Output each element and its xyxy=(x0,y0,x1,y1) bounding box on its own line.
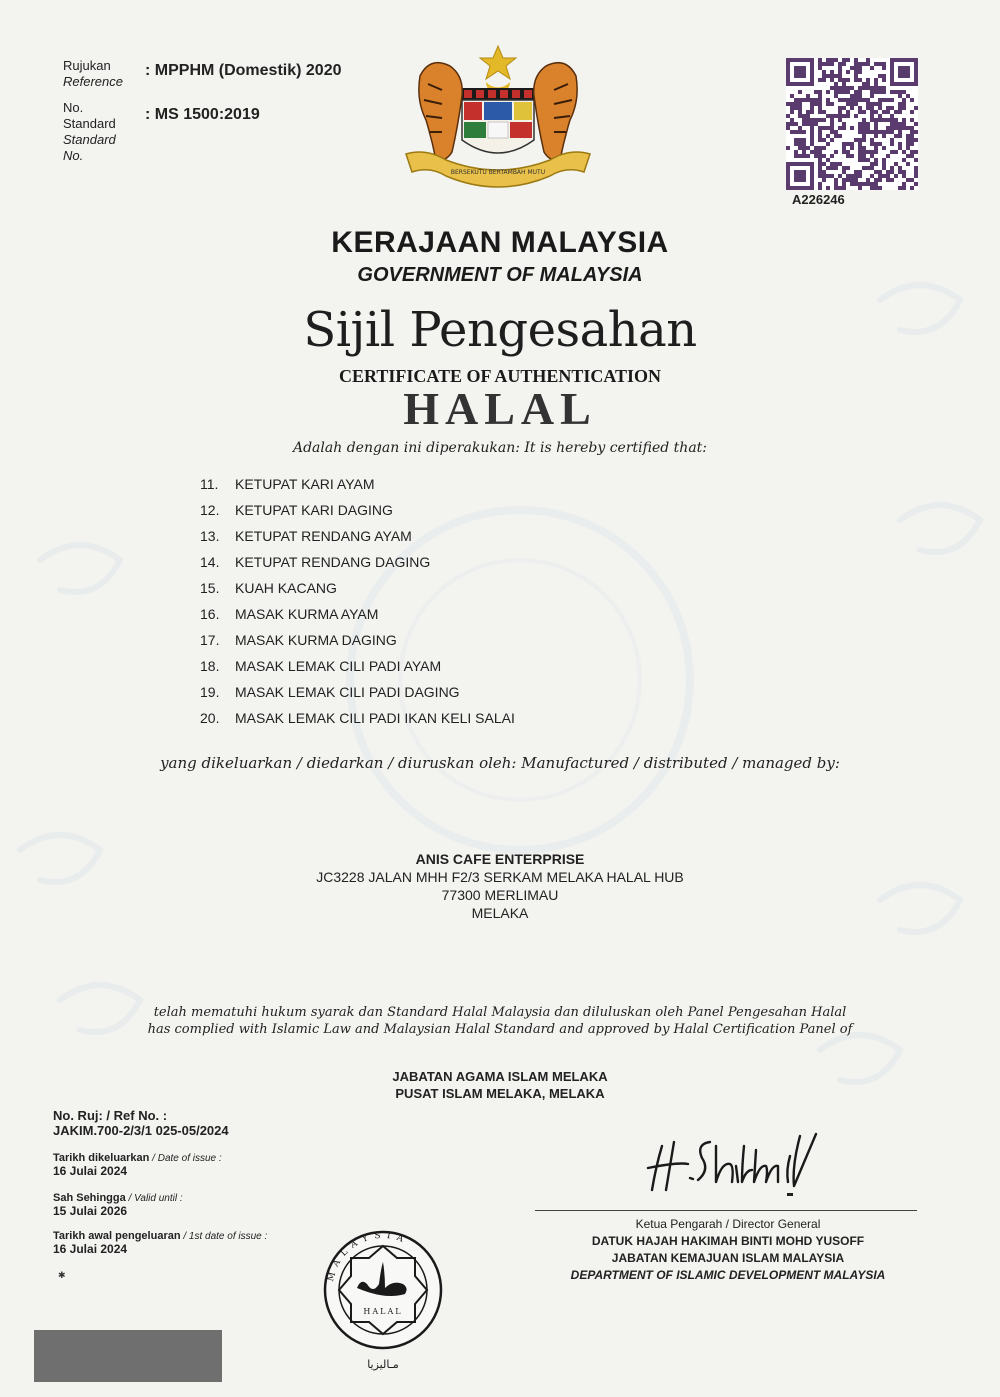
product-name: KETUPAT RENDANG DAGING xyxy=(235,554,431,570)
product-number: 20. xyxy=(200,710,220,726)
director-signature xyxy=(640,1116,840,1206)
product-item xyxy=(200,658,515,684)
product-item xyxy=(200,606,515,632)
panel-line-2: PUSAT ISLAM MELAKA, MELAKA xyxy=(395,1086,605,1101)
product-number: 11. xyxy=(200,476,219,492)
valid-until-label-ms: Sah Sehingga xyxy=(53,1192,126,1204)
company-postcode-line: 77300 MERLIMAU xyxy=(441,887,559,903)
issue-date-value: 16 Julai 2024 xyxy=(53,1164,128,1178)
product-number: 12. xyxy=(200,502,220,518)
company-address-line: JC3228 JALAN MHH F2/3 SERKAM MELAKA HALAL HUB xyxy=(316,869,684,885)
product-list xyxy=(200,476,515,736)
product-name: MASAK KURMA DAGING xyxy=(235,632,397,648)
reference-value: : MPPHM (Domestik) 2020 xyxy=(145,62,342,79)
product-number: 19. xyxy=(200,684,220,700)
serial-number: A226246 xyxy=(792,192,845,207)
first-issue-label-en: / 1st date of issue : xyxy=(180,1231,268,1242)
product-name: MASAK LEMAK CILI PADI DAGING xyxy=(235,684,460,700)
company-name: ANIS CAFE ENTERPRISE xyxy=(415,851,585,867)
compliance-line-ms: telah mematuhi hukum syarak dan Standard Halal Malaysia dan diluluskan oleh Panel Pengesahan Halal xyxy=(153,1005,847,1020)
valid-until-value: 15 Julai 2026 xyxy=(53,1204,128,1218)
compliance-line-en: has complied with Islamic Law and Malaysian Halal Standard and approved by Halal Certification Panel of xyxy=(147,1022,853,1037)
ref-no-label: No. Ruj: / Ref No. : xyxy=(53,1108,168,1123)
product-item xyxy=(200,684,515,710)
valid-until-label-en: / Valid until : xyxy=(125,1193,183,1204)
product-item xyxy=(200,476,515,502)
halal-seal-logo xyxy=(313,1218,453,1383)
certification-panel xyxy=(0,1068,1000,1102)
halal-title: HALAL xyxy=(403,383,597,434)
product-item xyxy=(200,502,515,528)
svg-text:مـاليزيا: مـاليزيا xyxy=(367,1358,399,1371)
product-number: 18. xyxy=(200,658,220,674)
issue-date-label-en: / Date of issue : xyxy=(149,1153,222,1164)
certificate-title-en: CERTIFICATE OF AUTHENTICATION xyxy=(338,366,662,386)
product-name: MASAK KURMA AYAM xyxy=(235,606,379,622)
product-item xyxy=(200,632,515,658)
coat-of-arms-emblem xyxy=(400,36,596,196)
product-item xyxy=(200,528,515,554)
product-name: KETUPAT KARI AYAM xyxy=(235,476,375,492)
product-name: MASAK LEMAK CILI PADI AYAM xyxy=(235,658,442,674)
motto-text: BERSEKUTU BERTAMBAH MUTU xyxy=(450,169,546,176)
signature-dash xyxy=(787,1193,793,1196)
certify-statement: Adalah dengan ini diperakukan: It is hereby certified that: xyxy=(292,440,708,456)
director-name: DATUK HAJAH HAKIMAH BINTI MOHD YUSOFF xyxy=(591,1234,865,1248)
issue-date-label-ms: Tarikh dikeluarkan xyxy=(53,1152,150,1164)
panel-line-1: JABATAN AGAMA ISLAM MELAKA xyxy=(392,1069,608,1084)
standard-label: No. Standard Standard No. xyxy=(63,100,116,163)
first-issue-label-ms: Tarikh awal pengeluaran xyxy=(53,1230,181,1242)
redacted-bar xyxy=(34,1330,222,1382)
product-item xyxy=(200,554,515,580)
compliance-statement xyxy=(0,1004,1000,1038)
director-title-text: Ketua Pengarah / Director General xyxy=(635,1217,821,1231)
product-name: KUAH KACANG xyxy=(235,580,337,596)
product-number: 13. xyxy=(200,528,220,544)
qr-code xyxy=(786,58,918,190)
product-name: KETUPAT KARI DAGING xyxy=(235,502,393,518)
certificate-title: Sijil Pengesahan xyxy=(303,302,697,358)
reference-number-block xyxy=(53,1108,229,1138)
product-name: MASAK LEMAK CILI PADI IKAN KELI SALAI xyxy=(235,710,515,726)
seal-inner-text: HALAL xyxy=(363,1307,403,1316)
product-number: 17. xyxy=(200,632,220,648)
product-item xyxy=(200,580,515,606)
managed-by-statement: yang dikeluarkan / diedarkan / diuruskan oleh: Manufactured / distributed / managed by: xyxy=(160,754,840,772)
reference-label: Rujukan Reference xyxy=(63,58,123,89)
department-en: DEPARTMENT OF ISLAMIC DEVELOPMENT MALAYSIA xyxy=(570,1268,886,1282)
signature-line xyxy=(535,1210,917,1211)
company-block xyxy=(0,850,1000,922)
standard-value: : MS 1500:2019 xyxy=(145,106,260,123)
product-number: 15. xyxy=(200,580,220,596)
seal-ring-text: MALAYSIA xyxy=(326,1230,411,1283)
valid-until-block xyxy=(53,1192,183,1218)
product-number: 14. xyxy=(200,554,220,570)
issue-date-block xyxy=(53,1152,222,1178)
ref-no-value: JAKIM.700-2/3/1 025-05/2024 xyxy=(53,1123,229,1138)
director-title xyxy=(500,1217,956,1232)
product-name: KETUPAT RENDANG AYAM xyxy=(235,528,412,544)
product-number: 16. xyxy=(200,606,220,622)
government-title: KERAJAAN MALAYSIA xyxy=(331,226,669,259)
government-title-en: GOVERNMENT OF MALAYSIA xyxy=(357,264,643,286)
first-issue-value: 16 Julai 2024 xyxy=(53,1242,128,1256)
first-issue-block xyxy=(53,1230,267,1256)
star-mark: ✱ xyxy=(58,1270,66,1280)
product-item xyxy=(200,710,515,736)
department-ms: JABATAN KEMAJUAN ISLAM MALAYSIA xyxy=(611,1251,845,1265)
company-state-line: MELAKA xyxy=(471,905,529,921)
